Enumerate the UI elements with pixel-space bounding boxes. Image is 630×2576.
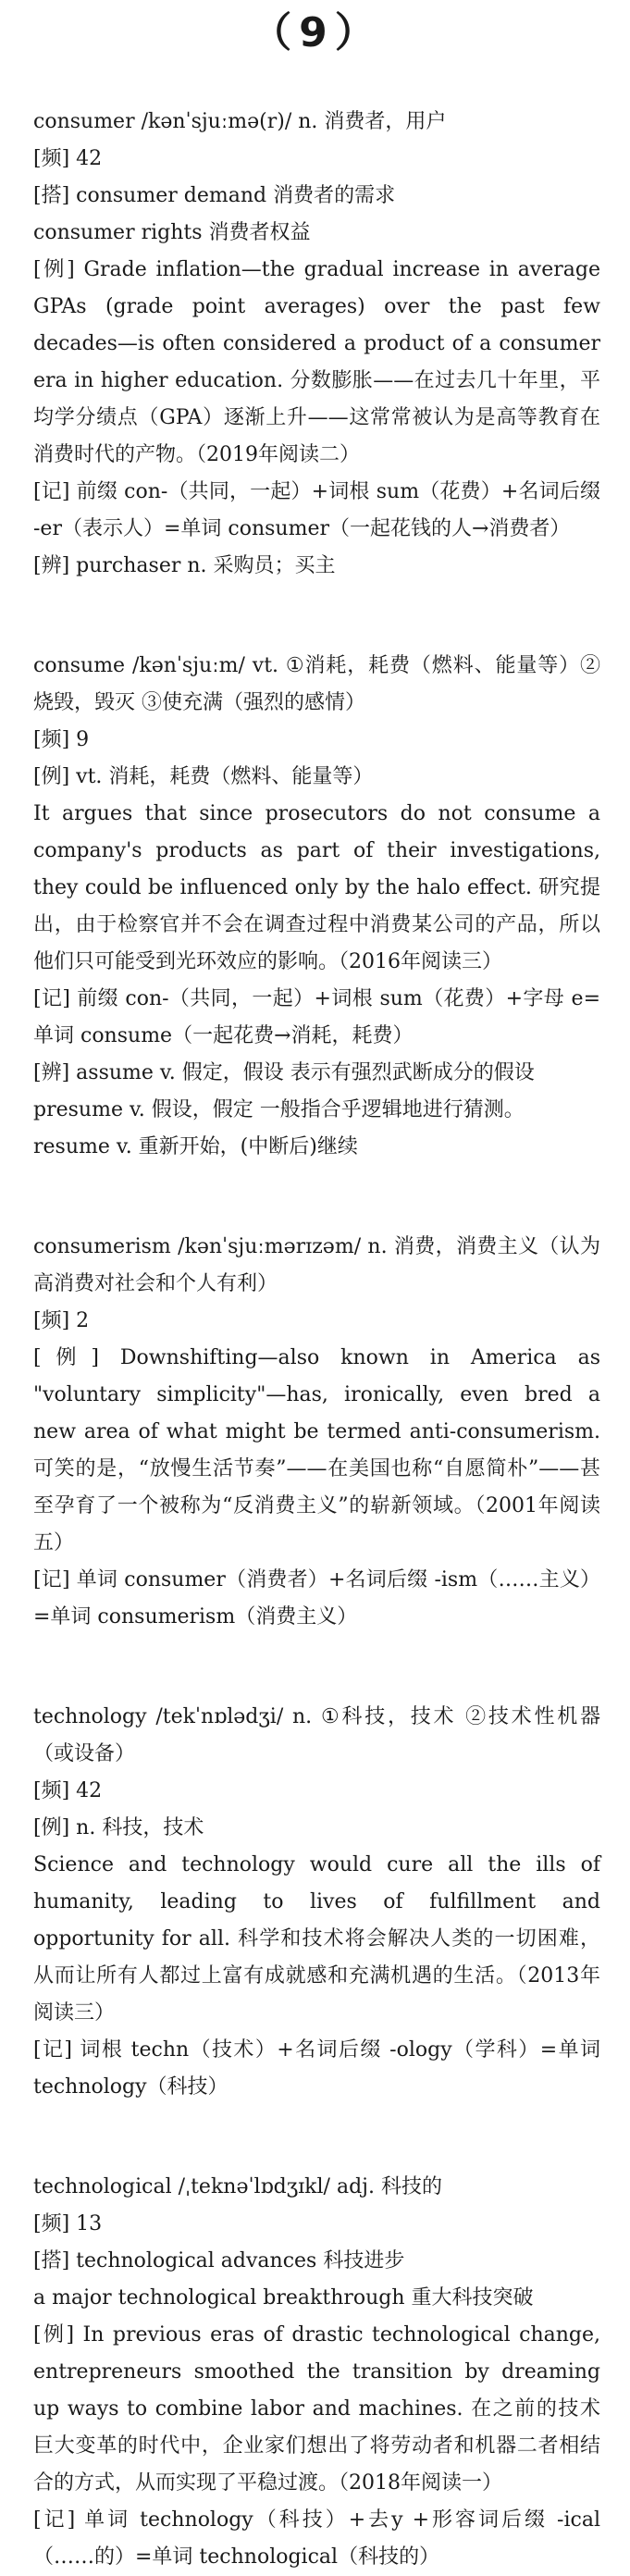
entry-frequency: [频] 2: [33, 1309, 90, 1332]
entry-example: [例] Grade inflation—the gradual increase in average GPAs (grade point averages) over the past few decades—is often considered a product of a consumer era in higher education. 分数膨胀——在过去几十年里，平均学分绩点（GPA）逐渐上升——这常常被认为是高等教育在消费时代的产物。（2019年阅读二）: [33, 258, 600, 466]
entry-headword: consume /kənˈsjuːm/ vt. ①消耗，耗费（燃料、能量等）②烧毁，毁灭 ③使充满（强烈的感情）: [33, 654, 600, 714]
page-title: （9）: [251, 9, 383, 56]
entry-example-label: [例] vt. 消耗，耗费（燃料、能量等）: [33, 765, 374, 788]
entry-collocation: a major technological breakthrough 重大科技突破: [33, 2286, 534, 2310]
entry-example: [例] Downshifting—also known in America as "voluntary simplicity"—has, ironically, even bred a new area of what might be termed anti-consumerism. 可笑的是，“放慢生活节奏”——在美国也称“自愿简朴”——甚至孕育了一个被称为“反消费主义”的崭新领域。（2001年阅读五）: [33, 1346, 600, 1554]
entry-memory-tip: [记] 词根 techn（技术）+名词后缀 -ology（学科）=单词 technology（科技）: [33, 2038, 600, 2099]
entry-example: It argues that since prosecutors do not consume a company's products as part of their investigations, they could be influenced only by the halo effect. 研究提出，由于检察官并不会在调查过程中消费某公司的产品，所以他们只可能受到光环效应的影响。（2016年阅读三）: [33, 802, 600, 973]
entry-distinction: [辨] assume v. 假定，假设 表示有强烈武断成分的假设: [33, 1061, 535, 1084]
entry-collocation: [搭] consumer demand 消费者的需求: [33, 184, 396, 207]
entry-distinction: presume v. 假设，假定 一般指合乎逻辑地进行猜测。: [33, 1098, 525, 1121]
entry-collocation: consumer rights 消费者权益: [33, 221, 311, 244]
vocab-entry-technology: [33, 1699, 600, 2106]
vocab-entry-consumer: [33, 104, 600, 585]
entry-example: [例] In previous eras of drastic technological change, entrepreneurs smoothed the transition by dreaming up ways to combine labor and machines. 在之前的技术巨大变革的时代中，企业家们想出了将劳动者和机器二者相结合的方式，从而实现了平稳过渡。（2018年阅读一）: [33, 2323, 600, 2495]
entry-headword: technological /ˌteknəˈlɒdʒɪkl/ adj. 科技的: [33, 2175, 442, 2198]
entry-collocation: [搭] technological advances 科技进步: [33, 2249, 405, 2273]
entry-frequency: [频] 42: [33, 1779, 103, 1802]
entry-memory-tip: [记] 前缀 con-（共同，一起）+词根 sum（花费）+字母 e=单词 consume（一起花费→消耗，耗费）: [33, 987, 600, 1047]
vocab-entry-consumerism: [33, 1229, 600, 1636]
entry-frequency: [频] 42: [33, 147, 103, 170]
entry-distinction: [辨] purchaser n. 采购员；买主: [33, 554, 336, 577]
entry-example-label: [例] n. 科技，技术: [33, 1816, 204, 1839]
entry-distinction: resume v. 重新开始，(中断后)继续: [33, 1135, 358, 1158]
entry-example: Science and technology would cure all the ills of humanity, leading to lives of fulfillment and opportunity for all. 科学和技术将会解决人类的一切困难，从而让所有人都过上富有成就感和充满机遇的生活。（2013年阅读三）: [33, 1853, 600, 2025]
vocab-entry-consume: [33, 648, 600, 1166]
entry-memory-tip: [记] 单词 consumer（消费者）+名词后缀 -ism（……主义）=单词 consumerism（消费主义）: [33, 1568, 600, 1629]
entry-frequency: [频] 9: [33, 728, 90, 751]
entry-headword: consumer /kənˈsjuːmə(r)/ n. 消费者，用户: [33, 110, 447, 133]
entry-frequency: [频] 13: [33, 2212, 103, 2235]
entry-memory-tip: [记] 前缀 con-（共同，一起）+词根 sum（花费）+名词后缀 -er（表示人）=单词 consumer（一起花钱的人→消费者）: [33, 480, 600, 540]
entry-headword: consumerism /kənˈsjuːmərɪzəm/ n. 消费，消费主义（认为高消费对社会和个人有利）: [33, 1235, 600, 1295]
entry-memory-tip: [记] 单词 technology（科技）+去y +形容词后缀 -ical（……的）=单词 technological（科技的）: [33, 2508, 600, 2569]
vocab-entry-technological: [33, 2169, 600, 2576]
entry-headword: technology /tekˈnɒlədʒi/ n. ①科技，技术 ②技术性机器（或设备）: [33, 1705, 600, 1765]
